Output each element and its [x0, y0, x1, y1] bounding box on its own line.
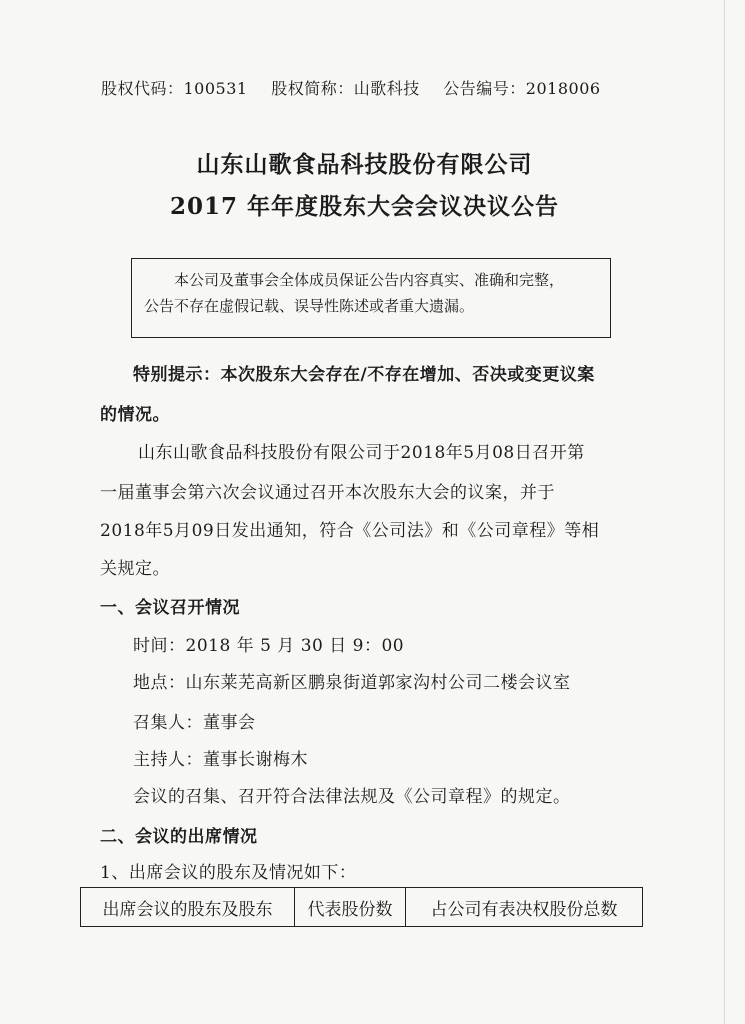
- stock-code-line: [101, 76, 619, 99]
- intro-line1: 山东山歌食品科技股份有限公司于2018年5月08日召开第: [138, 443, 585, 463]
- intro-line3: 2018年5月09日发出通知，符合《公司法》和《公司章程》等相: [100, 521, 600, 541]
- guarantee-line2: 公告不存在虚假记载、误导性陈述或者重大遗漏。: [144, 297, 475, 315]
- table-header-row: [81, 888, 643, 927]
- guarantee-notice-box: [131, 258, 611, 338]
- document-title-line1: 山东山歌食品科技股份有限公司: [196, 151, 533, 178]
- section2-sub1: 1、出席会议的股东及情况如下：: [100, 863, 357, 883]
- section1-heading: 一、会议召开情况: [100, 598, 240, 618]
- stock-code: 股权代码：100531: [101, 79, 248, 98]
- special-tip-line1: 特别提示：本次股东大会存在/不存在增加、否决或变更议案: [133, 365, 595, 385]
- special-tip-line2: 的情况。: [100, 405, 170, 425]
- table-header-cell: 出席会议的股东及股东: [81, 888, 295, 927]
- section2-heading: 二、会议的出席情况: [100, 827, 258, 847]
- table-header-cell: 占公司有表决权股份总数: [406, 888, 643, 927]
- meeting-compliance: 会议的召集、召开符合法律法规及《公司章程》的规定。: [133, 787, 571, 807]
- attendance-table: [80, 887, 643, 927]
- stock-name: 股权简称：山歌科技: [271, 79, 420, 98]
- meeting-time: 时间：2018 年 5 月 30 日 9：00: [133, 636, 405, 656]
- table-header-cell: 代表股份数: [295, 888, 406, 927]
- meeting-host: 主持人：董事长谢梅木: [133, 750, 308, 770]
- document-title-line2: 2017 年年度股东大会会议决议公告: [169, 193, 560, 220]
- guarantee-line1: 本公司及董事会全体成员保证公告内容真实、准确和完整，: [174, 271, 565, 289]
- notice-number: 公告编号：2018006: [443, 79, 601, 98]
- intro-line4: 关规定。: [100, 559, 170, 579]
- meeting-convener: 召集人：董事会: [133, 713, 256, 733]
- intro-line2: 一届董事会第六次会议通过召开本次股东大会的议案，并于: [100, 483, 555, 503]
- meeting-place: 地点：山东莱芜高新区鹏泉街道郭家沟村公司二楼会议室: [133, 673, 571, 693]
